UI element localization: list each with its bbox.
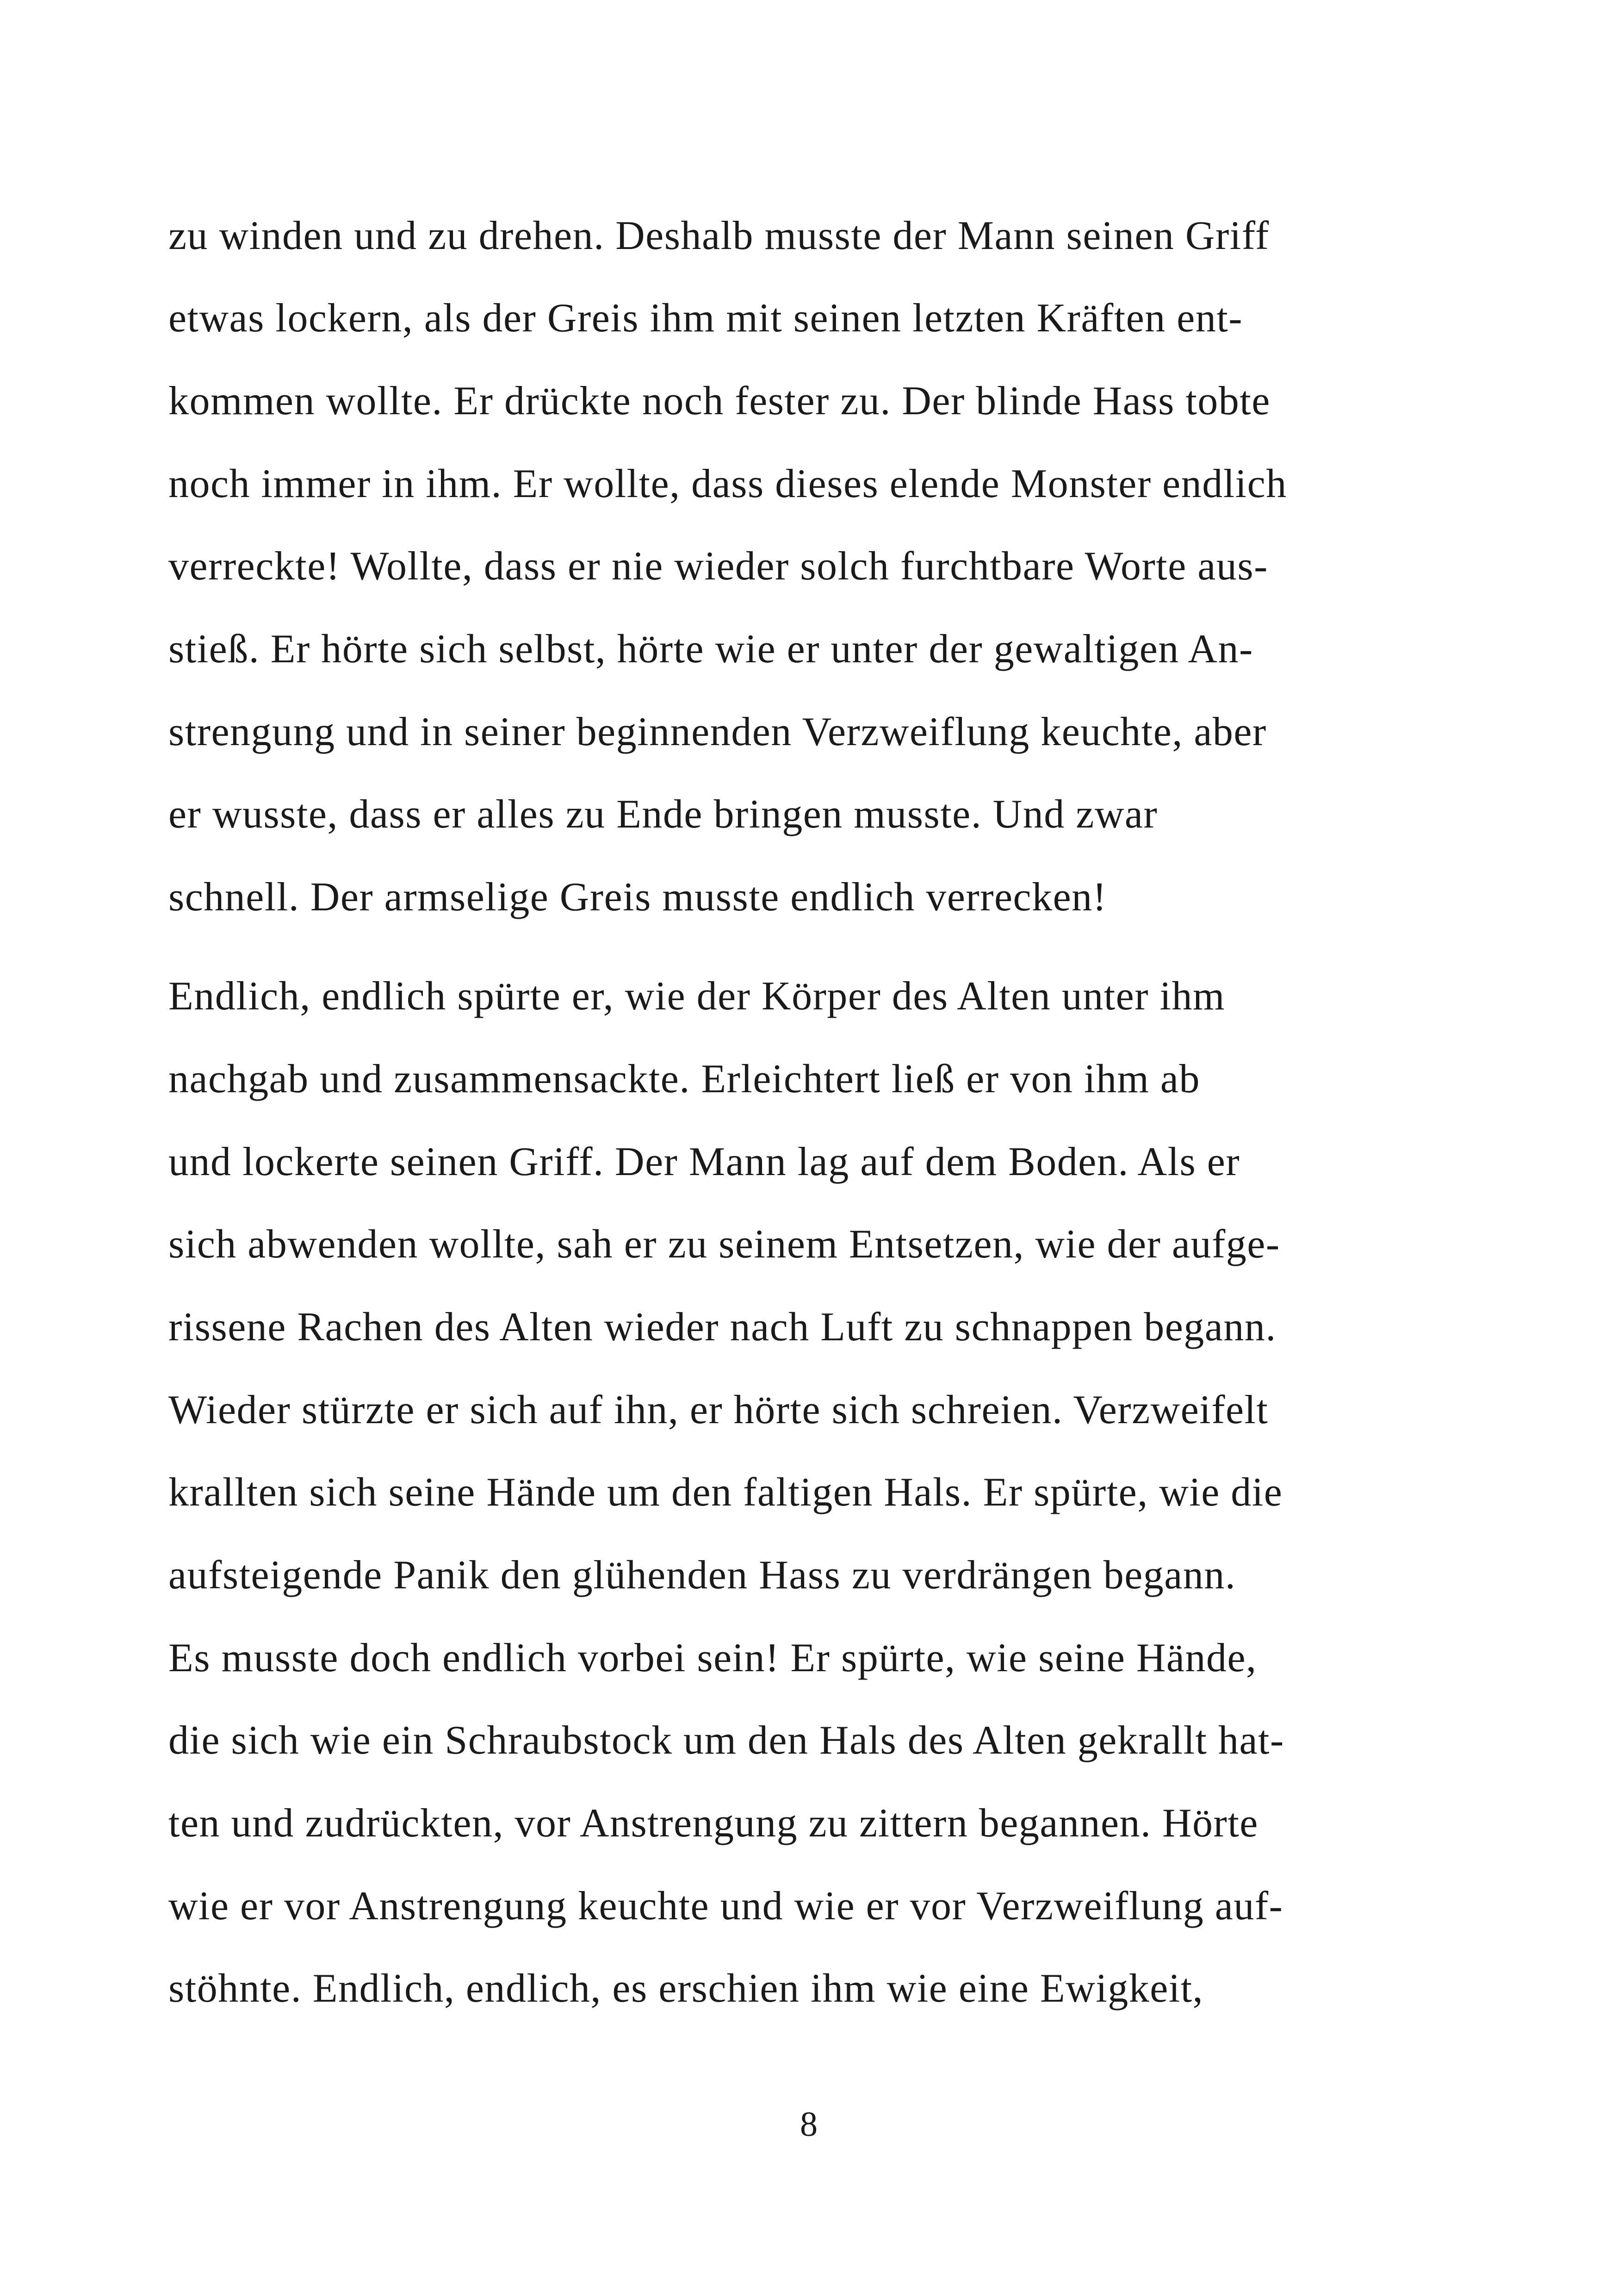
text-line: sich abwenden wollte, sah er zu seinem Entsetzen, wie der aufge- [168, 1222, 1280, 1267]
page-number: 8 [800, 2105, 818, 2144]
text-line: Es musste doch endlich vorbei sein! Er spürte, wie seine Hände, [168, 1636, 1257, 1680]
text-line: die sich wie ein Schraubstock um den Hals des Alten gekrallt hat- [168, 1718, 1284, 1763]
text-line: zu winden und zu drehen. Deshalb musste der Mann seinen Griff [168, 213, 1270, 258]
text-line: verreckte! Wollte, dass er nie wieder solch furchtbare Worte aus- [168, 544, 1268, 589]
text-line: kommen wollte. Er drückte noch fester zu. Der blinde Hass tobte [168, 379, 1271, 423]
text-line: nachgab und zusammensackte. Erleichtert ließ er von ihm ab [168, 1057, 1200, 1101]
text-line: krallten sich seine Hände um den faltigen Hals. Er spürte, wie die [168, 1470, 1283, 1515]
text-line: Endlich, endlich spürte er, wie der Körper des Alten unter ihm [168, 974, 1225, 1019]
text-line: er wusste, dass er alles zu Ende bringen musste. Und zwar [168, 792, 1158, 837]
text-line: rissene Rachen des Alten wieder nach Luft zu schnappen begann. [168, 1305, 1277, 1350]
text-line: und lockerte seinen Griff. Der Mann lag auf dem Boden. Als er [168, 1139, 1240, 1184]
text-line: ten und zudrückten, vor Anstrengung zu zittern begannen. Hörte [168, 1801, 1258, 1846]
text-line: Wieder stürzte er sich auf ihn, er hörte sich schreien. Verzweifelt [168, 1388, 1269, 1432]
text-line: aufsteigende Panik den glühenden Hass zu verdrängen begann. [168, 1553, 1236, 1598]
text-line: wie er vor Anstrengung keuchte und wie er vor Verzweiflung auf- [168, 1884, 1283, 1929]
text-line: stöhnte. Endlich, endlich, es erschien ihm wie eine Ewigkeit, [168, 1966, 1204, 2011]
text-line: stieß. Er hörte sich selbst, hörte wie er unter der gewaltigen An- [168, 627, 1253, 672]
text-line: schnell. Der armselige Greis musste endlich verrecken! [168, 875, 1107, 920]
text-line: noch immer in ihm. Er wollte, dass dieses elende Monster endlich [168, 461, 1287, 506]
text-line: etwas lockern, als der Greis ihm mit seinen letzten Kräften ent- [168, 296, 1243, 341]
text-line: strengung und in seiner beginnenden Verzweiflung keuchte, aber [168, 709, 1267, 754]
